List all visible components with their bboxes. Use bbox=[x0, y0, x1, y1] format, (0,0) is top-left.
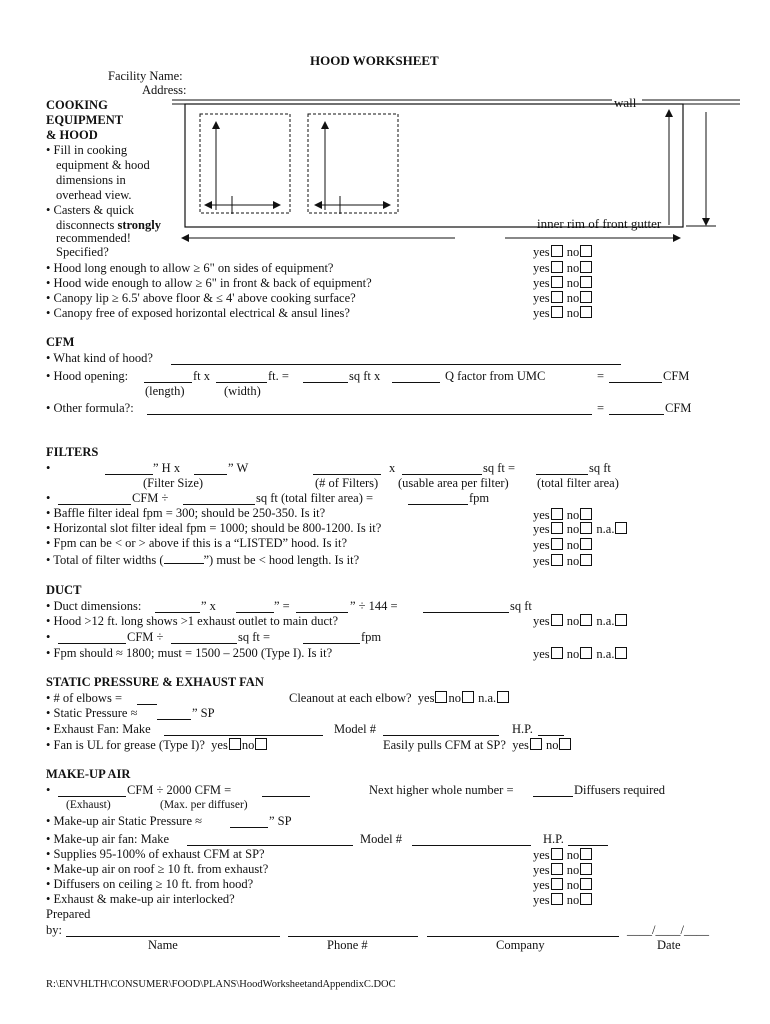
model-label: Model # bbox=[334, 722, 377, 736]
no-checkbox[interactable] bbox=[580, 893, 592, 905]
static-pressure-field[interactable] bbox=[157, 719, 191, 720]
no-checkbox[interactable] bbox=[580, 878, 592, 890]
makeup-item-2: • Make-up air on roof ≥ 10 ft. from exhaust? bbox=[46, 862, 269, 876]
cooking-specified: Specified? bbox=[56, 245, 109, 259]
equipment-box-2 bbox=[308, 114, 398, 213]
no-checkbox[interactable] bbox=[580, 538, 592, 550]
fan-make-field[interactable] bbox=[164, 735, 323, 736]
yes-no-row: yes no bbox=[533, 306, 593, 320]
address-label: Address: bbox=[142, 83, 187, 97]
cooking-item-4: • Canopy free of exposed horizontal electrical & ansul lines? bbox=[46, 306, 350, 320]
other-formula-label: • Other formula?: bbox=[46, 401, 134, 415]
yes-checkbox[interactable] bbox=[551, 245, 563, 257]
yes-checkbox[interactable] bbox=[551, 863, 563, 875]
no-checkbox[interactable] bbox=[580, 276, 592, 288]
duct-sqft2-field[interactable] bbox=[171, 643, 237, 644]
cooking-bullet-1-l3: dimensions in bbox=[56, 173, 126, 187]
yes-checkbox[interactable] bbox=[551, 554, 563, 566]
equipment-box-1 bbox=[200, 114, 290, 213]
qfactor-label: Q factor from UMC bbox=[445, 369, 546, 383]
prepared-label: Prepared bbox=[46, 907, 91, 921]
fan-model-field[interactable] bbox=[383, 735, 499, 736]
name-field[interactable] bbox=[66, 936, 280, 937]
usable-area-label: (usable area per filter) bbox=[398, 476, 509, 490]
page-title: HOOD WORKSHEET bbox=[310, 53, 439, 68]
facility-name-label: Facility Name: bbox=[108, 69, 183, 83]
no-checkbox[interactable] bbox=[580, 508, 592, 520]
cooking-item-1: • Hood long enough to allow ≥ 6" on sides of equipment? bbox=[46, 261, 334, 275]
gutter-label: inner rim of front gutter bbox=[537, 216, 662, 231]
sqft-label: sq ft bbox=[510, 599, 532, 613]
equals-label: = bbox=[597, 401, 605, 415]
x-label: x bbox=[389, 461, 396, 475]
name-label: Name bbox=[148, 938, 178, 952]
bullet: • bbox=[46, 461, 51, 475]
model-label: Model # bbox=[360, 832, 403, 846]
duct-dim-1-field[interactable] bbox=[155, 612, 200, 613]
na-checkbox[interactable] bbox=[497, 691, 509, 703]
static-heading: STATIC PRESSURE & EXHAUST FAN bbox=[46, 675, 264, 689]
num-filters-field[interactable] bbox=[313, 474, 381, 475]
sqft-label: sq ft bbox=[589, 461, 611, 475]
filter-size-label: (Filter Size) bbox=[143, 476, 204, 490]
yes-checkbox[interactable] bbox=[435, 691, 447, 703]
yes-checkbox[interactable] bbox=[551, 522, 563, 534]
diffusers-field[interactable] bbox=[533, 796, 573, 797]
filter-cfm-field[interactable] bbox=[58, 504, 131, 505]
yes-checkbox[interactable] bbox=[229, 738, 241, 750]
yes-checkbox[interactable] bbox=[551, 647, 563, 659]
ft-eq-label: ft. = bbox=[268, 369, 289, 383]
width-field[interactable] bbox=[216, 382, 267, 383]
filter-fpm-field[interactable] bbox=[408, 504, 468, 505]
yes-checkbox[interactable] bbox=[551, 261, 563, 273]
cfm-unit-label: CFM bbox=[663, 369, 690, 383]
div144-label: ” ÷ 144 = bbox=[350, 599, 398, 613]
sqft-eq-label: sq ft = bbox=[483, 461, 516, 475]
makeup-fan-hp-field[interactable] bbox=[568, 845, 608, 846]
exhaust-label: (Exhaust) bbox=[66, 799, 111, 811]
duct-cfm-field[interactable] bbox=[58, 643, 126, 644]
hp-label: H.P. bbox=[512, 722, 533, 736]
next-higher-label: Next higher whole number = bbox=[369, 783, 514, 797]
sp-unit-label: ” SP bbox=[192, 706, 215, 720]
hp-label: H.P. bbox=[543, 832, 564, 846]
yes-no-row: yes no bbox=[533, 863, 593, 877]
yes-no-na-row: yes no n.a. bbox=[533, 614, 628, 628]
duct-area-field[interactable] bbox=[296, 612, 348, 613]
sqft-total-label: sq ft (total filter area) = bbox=[256, 491, 374, 505]
length-label: (length) bbox=[145, 384, 185, 398]
no-checkbox[interactable] bbox=[580, 848, 592, 860]
cfm-kind-label: • What kind of hood? bbox=[46, 351, 153, 365]
prepared-by-label: by: bbox=[46, 923, 62, 937]
num-filters-label: (# of Filters) bbox=[315, 476, 379, 490]
exhaust-fan-label: • Exhaust Fan: Make bbox=[46, 722, 151, 736]
cfm-div-label: CFM ÷ bbox=[127, 630, 164, 644]
date-label: Date bbox=[657, 938, 681, 952]
no-checkbox[interactable] bbox=[580, 863, 592, 875]
na-checkbox[interactable] bbox=[615, 614, 627, 626]
no-checkbox[interactable] bbox=[462, 691, 474, 703]
duct-fpm-should-item: • Fpm should ≈ 1800; must = 1500 – 2500 (Type I). Is it? bbox=[46, 646, 333, 660]
bullet: • bbox=[46, 783, 51, 797]
makeup-sp-label: • Make-up air Static Pressure ≈ bbox=[46, 814, 202, 828]
yes-no-na-row: yes no n.a. bbox=[533, 522, 628, 536]
yes-no-row: yes no bbox=[533, 878, 593, 892]
bullet: • bbox=[46, 491, 51, 505]
cfm-heading: CFM bbox=[46, 335, 75, 349]
total-area-field[interactable] bbox=[536, 474, 588, 475]
filters-heading: FILTERS bbox=[46, 445, 99, 459]
yes-no-row: yes no bbox=[533, 261, 593, 275]
yes-checkbox[interactable] bbox=[551, 538, 563, 550]
cooking-heading-2: EQUIPMENT bbox=[46, 113, 124, 127]
duct-hood12-item: • Hood >12 ft. long shows >1 exhaust outlet to main duct? bbox=[46, 614, 339, 628]
cfm-kind-field[interactable] bbox=[171, 364, 621, 365]
cfm-result-field[interactable] bbox=[609, 382, 662, 383]
yes-no-row: yes no bbox=[533, 893, 593, 907]
filter-item-2: • Horizontal slot filter ideal fpm = 1000; should be 800-1200. Is it? bbox=[46, 521, 382, 535]
hood-opening-label: • Hood opening: bbox=[46, 369, 129, 383]
yes-no-row: yes no bbox=[533, 554, 593, 568]
yes-checkbox[interactable] bbox=[551, 848, 563, 860]
makeup-fan-model-field[interactable] bbox=[412, 845, 531, 846]
yes-no-na-row: yes no n.a. bbox=[533, 647, 628, 661]
duct-dims-label: • Duct dimensions: bbox=[46, 599, 142, 613]
cooking-heading-1: COOKING bbox=[46, 98, 108, 112]
cooking-bullet-2: • Casters & quick bbox=[46, 203, 135, 217]
duct-sqft-field[interactable] bbox=[423, 612, 509, 613]
na-checkbox[interactable] bbox=[615, 647, 627, 659]
usable-area-field[interactable] bbox=[402, 474, 482, 475]
no-checkbox[interactable] bbox=[255, 738, 267, 750]
cooking-heading-3: & HOOD bbox=[46, 128, 98, 142]
filter-width-field[interactable] bbox=[194, 474, 227, 475]
no-checkbox[interactable] bbox=[559, 738, 571, 750]
no-checkbox[interactable] bbox=[580, 522, 592, 534]
yes-no-row: yes no bbox=[533, 276, 593, 290]
elbows-field[interactable] bbox=[137, 704, 157, 705]
na-checkbox[interactable] bbox=[615, 522, 627, 534]
yes-checkbox[interactable] bbox=[530, 738, 542, 750]
yes-checkbox[interactable] bbox=[551, 508, 563, 520]
length-field[interactable] bbox=[144, 382, 192, 383]
yes-checkbox[interactable] bbox=[551, 276, 563, 288]
equals-label: = bbox=[597, 369, 605, 383]
duct-fpm-field[interactable] bbox=[303, 643, 360, 644]
company-field[interactable] bbox=[427, 936, 619, 937]
no-checkbox[interactable] bbox=[580, 291, 592, 303]
makeup-heading: MAKE-UP AIR bbox=[46, 767, 131, 781]
footer-path: R:\ENVHLTH\CONSUMER\FOOD\PLANS\HoodWorksheetandAppendixC.DOC bbox=[46, 979, 396, 990]
cfm-unit-label: CFM bbox=[665, 401, 692, 415]
makeup-item-1: • Supplies 95-100% of exhaust CFM at SP? bbox=[46, 847, 265, 861]
max-per-label: (Max. per diffuser) bbox=[160, 799, 248, 811]
makeup-fan-label: • Make-up air fan: Make bbox=[46, 832, 170, 846]
w-label: ” W bbox=[228, 461, 249, 475]
filter-item-3: • Fpm can be < or > above if this is a “LISTED” hood. Is it? bbox=[46, 536, 348, 550]
yes-no-row: yes no bbox=[533, 538, 593, 552]
cooking-bullet-1: • Fill in cooking bbox=[46, 143, 128, 157]
filter-sqft-field[interactable] bbox=[183, 504, 255, 505]
cooking-bullet-2-l2: disconnects strongly bbox=[56, 218, 161, 232]
no-checkbox[interactable] bbox=[580, 306, 592, 318]
qfactor-field[interactable] bbox=[392, 382, 440, 383]
phone-field[interactable] bbox=[288, 936, 418, 937]
h-x-label: ” H x bbox=[153, 461, 181, 475]
static-pressure-label: • Static Pressure ≈ bbox=[46, 706, 138, 720]
ft-x-label: ft x bbox=[193, 369, 211, 383]
sqft-field[interactable] bbox=[303, 382, 348, 383]
pulls-row: Easily pulls CFM at SP? yes no bbox=[383, 738, 572, 752]
bullet: • bbox=[46, 630, 51, 644]
makeup-cfm-field[interactable] bbox=[58, 796, 126, 797]
yes-checkbox[interactable] bbox=[551, 291, 563, 303]
elbows-label: • # of elbows = bbox=[46, 691, 123, 705]
yes-no-row: yes no bbox=[533, 291, 593, 305]
no-checkbox[interactable] bbox=[580, 554, 592, 566]
filter-widths-field[interactable] bbox=[164, 553, 204, 564]
cfm-div-label: CFM ÷ bbox=[132, 491, 169, 505]
yes-checkbox[interactable] bbox=[551, 614, 563, 626]
yes-no-row: yes no bbox=[533, 245, 593, 259]
duct-heading: DUCT bbox=[46, 583, 82, 597]
cooking-bullet-2-l3: recommended! bbox=[56, 231, 131, 245]
yes-checkbox[interactable] bbox=[551, 306, 563, 318]
cooking-bullet-1-l4: overhead view. bbox=[56, 188, 132, 202]
ul-row: • Fan is UL for grease (Type I)? yes no bbox=[46, 738, 268, 752]
yes-checkbox[interactable] bbox=[551, 878, 563, 890]
other-cfm-field[interactable] bbox=[609, 414, 664, 415]
diffusers-label: Diffusers required bbox=[574, 783, 666, 797]
date-field[interactable]: ____/____/____ bbox=[627, 923, 709, 937]
phone-label: Phone # bbox=[327, 938, 368, 952]
fpm-label: fpm bbox=[469, 491, 490, 505]
x-label: ” x bbox=[201, 599, 216, 613]
cleanout-row: Cleanout at each elbow? yes no n.a. bbox=[289, 691, 510, 705]
filter-height-field[interactable] bbox=[105, 474, 153, 475]
sqft-eq-label: sq ft = bbox=[238, 630, 271, 644]
cooking-item-2: • Hood wide enough to allow ≥ 6" in front & back of equipment? bbox=[46, 276, 372, 290]
other-formula-field[interactable] bbox=[147, 414, 592, 415]
yes-checkbox[interactable] bbox=[551, 893, 563, 905]
company-label: Company bbox=[496, 938, 545, 952]
makeup-fan-make-field[interactable] bbox=[187, 845, 353, 846]
filter-item-4: • Total of filter widths ( ”) must be < hood length. Is it? bbox=[46, 553, 360, 567]
cooking-item-3: • Canopy lip ≥ 6.5' above floor & ≤ 4' above cooking surface? bbox=[46, 291, 356, 305]
makeup-item-4: • Exhaust & make-up air interlocked? bbox=[46, 892, 235, 906]
no-checkbox[interactable] bbox=[580, 245, 592, 257]
fan-hp-field[interactable] bbox=[538, 735, 564, 736]
makeup-item-3: • Diffusers on ceiling ≥ 10 ft. from hood? bbox=[46, 877, 254, 891]
makeup-sp-field[interactable] bbox=[230, 827, 268, 828]
no-checkbox[interactable] bbox=[580, 614, 592, 626]
eq-label: ” = bbox=[274, 599, 290, 613]
fpm-label: fpm bbox=[361, 630, 382, 644]
sp-unit-label: ” SP bbox=[269, 814, 292, 828]
makeup-result-field[interactable] bbox=[262, 796, 310, 797]
yes-no-row: yes no bbox=[533, 508, 593, 522]
yes-no-row: yes no bbox=[533, 848, 593, 862]
no-checkbox[interactable] bbox=[580, 647, 592, 659]
filter-item-1: • Baffle filter ideal fpm = 300; should be 250-350. Is it? bbox=[46, 506, 326, 520]
duct-dim-2-field[interactable] bbox=[236, 612, 274, 613]
sqft-x-label: sq ft x bbox=[349, 369, 381, 383]
no-checkbox[interactable] bbox=[580, 261, 592, 273]
width-label: (width) bbox=[224, 384, 261, 398]
wall-label: wall bbox=[614, 95, 637, 110]
makeup-cfm-div-label: CFM ÷ 2000 CFM = bbox=[127, 783, 232, 797]
hood-outline bbox=[185, 104, 683, 227]
total-area-label: (total filter area) bbox=[537, 476, 619, 490]
cooking-bullet-1-l2: equipment & hood bbox=[56, 158, 150, 172]
